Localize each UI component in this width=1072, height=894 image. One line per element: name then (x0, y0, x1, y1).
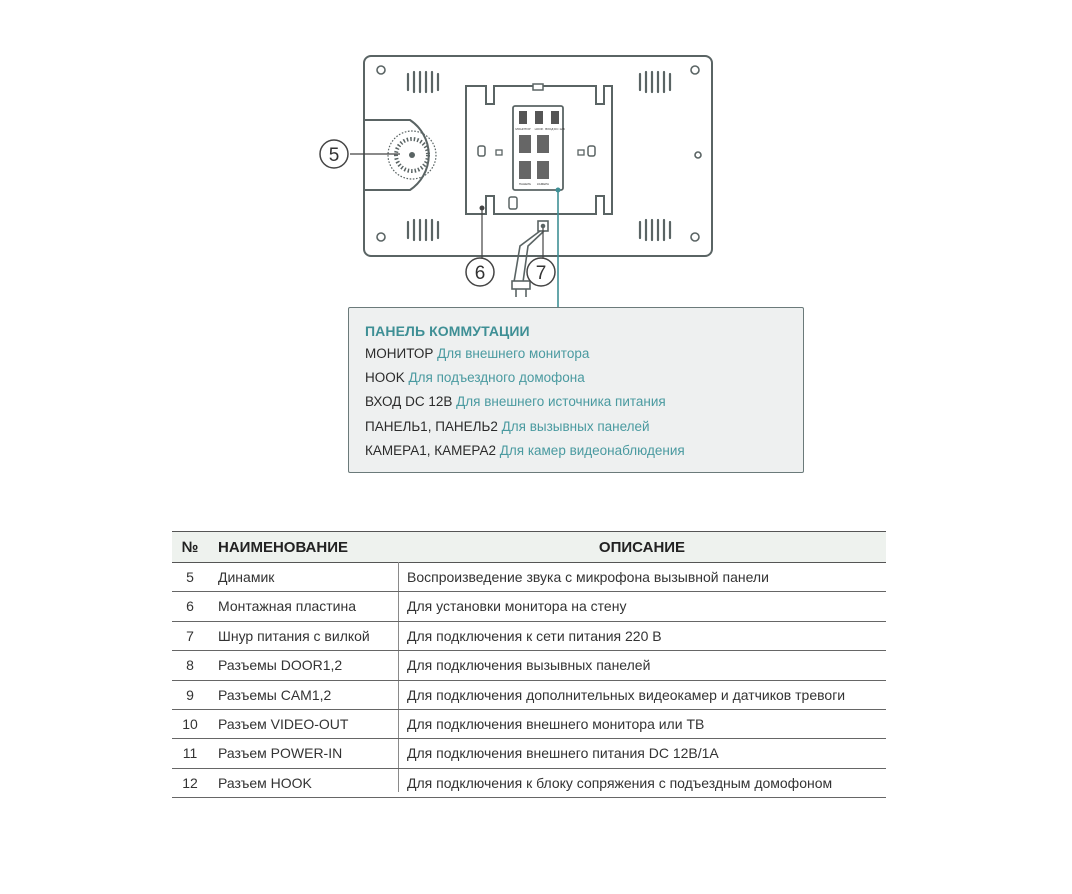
panel-line (365, 346, 589, 361)
row-name: Шнур питания с вилкой (218, 627, 370, 644)
callout-7 (527, 258, 555, 286)
parts-table (172, 531, 886, 798)
row-num: 6 (186, 598, 194, 615)
connector-block (513, 106, 565, 190)
panel-line-desc: Для внешнего монитора (437, 346, 590, 361)
connector-label-dc-in: ВХОД DC 12В (545, 127, 565, 131)
panel-line-desc: Для внешнего источника питания (456, 394, 666, 409)
svg-text:6: 6 (474, 263, 486, 284)
row-desc: Для подключения к сети питания 220 В (407, 627, 662, 644)
panel-line-label: ВХОД DC 12В (365, 394, 453, 409)
callout-5 (320, 140, 348, 168)
header-num: № (181, 539, 199, 556)
row-name: Разъем POWER-IN (218, 745, 343, 762)
row-name: Динамик (218, 569, 275, 585)
panel-line-label: ПАНЕЛЬ1, ПАНЕЛЬ2 (365, 419, 498, 434)
row-name: Разъемы CAM1,2 (218, 686, 332, 703)
row-desc: Для установки монитора на стену (407, 598, 627, 615)
row-num: 10 (182, 715, 198, 732)
table-row (172, 622, 886, 651)
row-name: Разъем HOOK (218, 774, 312, 791)
row-desc: Для подключения внешнего монитора или ТВ (407, 715, 705, 732)
row-desc: Для подключения к блоку сопряжения с подъездным домофоном (407, 774, 833, 791)
row-desc: Воспроизведение звука с микрофона вызывной панели (407, 569, 769, 585)
table-row (172, 769, 886, 798)
row-desc: Для подключения вызывных панелей (407, 657, 651, 674)
connector-label-hook: HOOK (534, 127, 544, 131)
svg-text:7: 7 (535, 263, 547, 284)
panel-title: ПАНЕЛЬ КОММУТАЦИИ (365, 323, 530, 339)
callout-6 (466, 258, 494, 286)
connector-label-panel: ПАНЕЛЬ (518, 182, 532, 186)
row-num: 7 (186, 627, 194, 644)
panel-line-desc: Для камер видеонаблюдения (499, 443, 685, 458)
table-row (172, 592, 886, 621)
table-header (172, 531, 886, 563)
table-row (172, 739, 886, 768)
row-num: 11 (182, 745, 198, 762)
header-name: НАИМЕНОВАНИЕ (218, 539, 348, 556)
panel-line-desc: Для вызывных панелей (501, 419, 650, 434)
table-row (172, 563, 886, 592)
row-num: 5 (186, 569, 194, 585)
panel-line-label: HOOK (365, 370, 405, 385)
row-num: 9 (186, 686, 194, 703)
panel-line-label: МОНИТОР (365, 346, 434, 361)
panel-line-label: КАМЕРА1, КАМЕРА2 (365, 443, 496, 458)
row-name: Разъем VIDEO-OUT (218, 715, 349, 732)
header-desc: ОПИСАНИЕ (598, 539, 686, 556)
connector-label-camera: КАМЕРА (536, 182, 550, 186)
row-name: Разъемы DOOR1,2 (218, 657, 343, 674)
svg-text:5: 5 (328, 145, 340, 166)
panel-line (365, 419, 650, 434)
connection-panel-box (348, 307, 804, 473)
row-num: 8 (186, 657, 194, 674)
panel-line (365, 443, 685, 458)
row-desc: Для подключения внешнего питания DC 12В/1А (407, 745, 719, 762)
panel-line-desc: Для подъездного домофона (408, 370, 585, 385)
table-row (172, 710, 886, 739)
connector-label-monitor: МОНИТОР (515, 127, 531, 131)
row-desc: Для подключения дополнительных видеокамер и датчиков тревоги (407, 686, 846, 703)
table-row (172, 681, 886, 710)
panel-line (365, 370, 585, 385)
row-name: Монтажная пластина (218, 598, 357, 615)
table-row (172, 651, 886, 680)
row-num: 12 (182, 774, 198, 791)
panel-line (365, 394, 666, 409)
